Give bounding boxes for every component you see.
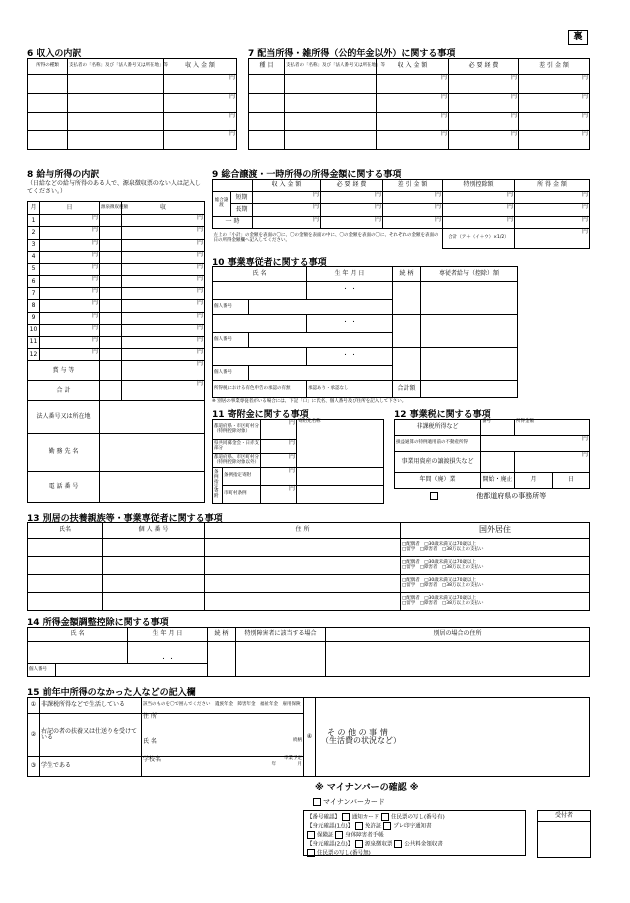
s8-yen[interactable]: 円 xyxy=(122,349,205,361)
s7-payer-cell[interactable] xyxy=(285,112,377,131)
mynumber-insurance: 保険証 xyxy=(317,832,334,839)
s7-yen[interactable]: 円 xyxy=(377,93,449,112)
s11-yen[interactable]: 円 xyxy=(261,440,297,454)
s9-short-label: 短期 xyxy=(231,192,253,204)
s13-ind-cell[interactable] xyxy=(103,593,205,611)
s7-kind-cell[interactable] xyxy=(249,93,285,112)
s10-rel-cell[interactable] xyxy=(393,347,421,380)
s8-tax-cell[interactable] xyxy=(100,349,122,361)
s8-yen[interactable]: 円 xyxy=(40,288,100,300)
mynumber-resident: 住民票の写し(番号有) xyxy=(391,814,445,821)
s14-rel-cell[interactable] xyxy=(208,642,236,677)
s9-ichiji-label: 一 時 xyxy=(213,216,253,228)
s12-r3: 事業用資産の譲渡損失など xyxy=(395,452,481,472)
s13-ind-cell[interactable] xyxy=(103,557,205,575)
s7-kind-cell[interactable] xyxy=(249,75,285,94)
s12-other-label: 他都道府県の事務所等 xyxy=(476,492,547,500)
s10-foot: ※ 別居の事業専従者がいる場合には、下記「口」に氏名、個人番号及び住所を記入して下さい。 xyxy=(212,399,407,404)
s9-h-diff: 差 引 金 額 xyxy=(383,180,443,192)
s12-table xyxy=(394,419,590,489)
passport-checkbox[interactable] xyxy=(383,822,391,830)
s9-h-expense: 必 要 経 費 xyxy=(321,180,383,192)
s13-addr-cell[interactable] xyxy=(205,539,401,557)
s9-yen[interactable]: 円 xyxy=(383,216,443,228)
s6-title: 6 収入の内訳 xyxy=(27,49,82,59)
s12-day[interactable]: 日 xyxy=(553,472,590,488)
s15-r4n: ④ xyxy=(304,698,316,777)
s9-h-result: 所 得 金 額 xyxy=(515,180,590,192)
s8-title: 8 給与所得の内訳 xyxy=(27,170,100,180)
s8-tax-cell[interactable] xyxy=(100,300,122,312)
s7-yen[interactable]: 円 xyxy=(519,75,590,94)
s7-kind-cell[interactable] xyxy=(249,131,285,150)
s11-yen[interactable]: 円 xyxy=(261,468,297,486)
s8-month-label: 11 xyxy=(28,336,40,348)
s10-ind-label: 個人番号 xyxy=(213,333,249,348)
pension-checkbox[interactable] xyxy=(394,840,402,848)
s13-abroad-cell[interactable] xyxy=(401,539,590,557)
s15-table xyxy=(27,697,590,777)
s6-h-income: 収 入 金 額 xyxy=(164,59,237,75)
s8-tax-cell[interactable] xyxy=(100,288,122,300)
s9-table xyxy=(212,179,590,249)
s15-grad: 卒業予定 xyxy=(284,755,302,761)
page-mark: 裏 xyxy=(568,30,588,45)
s14-h-dis: 特別障害者に該当する場合 xyxy=(236,628,326,642)
s7-yen[interactable]: 円 xyxy=(449,93,519,112)
s14-h-addr: 別居の場合の住所 xyxy=(326,628,590,642)
s10-rel-cell[interactable] xyxy=(393,314,421,347)
s8-tel-cell[interactable] xyxy=(100,471,205,502)
s9-yen[interactable]: 円 xyxy=(443,192,515,204)
s9-yen[interactable]: 円 xyxy=(321,204,383,216)
s11-donee[interactable]: 寄附先名称 xyxy=(297,420,384,468)
s8-work-cell[interactable] xyxy=(100,434,205,472)
s6-payer-cell[interactable] xyxy=(68,131,164,150)
s14-h-rel: 続 柄 xyxy=(208,628,236,642)
s7-yen[interactable]: 円 xyxy=(449,131,519,150)
s12-yen[interactable]: 円 xyxy=(515,452,590,472)
s8-yen[interactable]: 円 xyxy=(122,361,205,381)
s8-h-month: 月 xyxy=(28,202,40,215)
s6-yen[interactable]: 円 xyxy=(164,112,237,131)
s8-month-label: 5 xyxy=(28,263,40,275)
s7-h-payer: 支払者の「名称」及び「法人番号又は所在地」等 xyxy=(285,59,377,75)
s15-month: 月 xyxy=(297,762,302,768)
s11-r4: 条例指定寄附 xyxy=(223,468,261,486)
s14-name-cell[interactable] xyxy=(28,642,128,664)
mynumber-withholding: 源泉徴収票 xyxy=(365,841,393,848)
s9-sougou-label: 総合譲渡 xyxy=(213,192,231,216)
s7-yen[interactable]: 円 xyxy=(519,93,590,112)
mynumber-card-label: マイナンバーカード xyxy=(323,798,385,806)
s8-corp-label: 法人番号又は所在地 xyxy=(28,401,100,434)
s6-kind-cell[interactable] xyxy=(28,131,68,150)
s14-birth-cell[interactable]: ・ ・ xyxy=(128,642,208,664)
s8-tel-label: 電 話 番 号 xyxy=(28,471,100,502)
s6-kind-cell[interactable] xyxy=(28,75,68,94)
s8-yen[interactable]: 円 xyxy=(40,276,100,288)
s8-yen[interactable]: 円 xyxy=(40,312,100,324)
s8-work-label: 勤 務 先 名 xyxy=(28,434,100,472)
s13-h-abroad: 国外居住 xyxy=(401,523,590,539)
s12-r2: 損益通算の特例適用前の不動産所得 xyxy=(395,436,481,452)
s10-birth-cell[interactable]: ・ ・ xyxy=(307,281,393,299)
s15-r1n: ① xyxy=(28,698,40,714)
s11-r5: 市町村条例 xyxy=(223,486,261,504)
s8-yen[interactable]: 円 xyxy=(122,312,205,324)
s10-ind-cell[interactable] xyxy=(249,366,393,381)
s13-title: 13 別居の扶養親族等・事業専従者に関する事項 xyxy=(27,514,223,524)
s15-r1opt[interactable]: 該当のものを〇で囲んでください 遺族年金 障害年金 福祉年金 雇用保険 xyxy=(142,698,304,714)
s15-r2n: ② xyxy=(28,714,40,757)
mynumber-disabled: 身体障害者手帳 xyxy=(345,832,384,839)
s6-payer-cell[interactable] xyxy=(68,75,164,94)
s10-ind-label: 個人番号 xyxy=(213,300,249,315)
license-checkbox[interactable] xyxy=(355,822,363,830)
s9-yen[interactable]: 円 xyxy=(321,192,383,204)
mynumber-num: 【番号確認】 xyxy=(307,814,341,821)
mynumber-id1: 【身元確認(1点)】 xyxy=(307,823,354,830)
s6-h-kind: 所得の種類 xyxy=(28,59,68,75)
s9-yen[interactable]: 円 xyxy=(253,216,321,228)
s12-yen[interactable]: 円 xyxy=(481,436,590,452)
s13-h-addr: 住 所 xyxy=(205,523,401,539)
s8-month-label: 10 xyxy=(28,324,40,336)
s7-yen[interactable]: 円 xyxy=(519,131,590,150)
s8-yen[interactable]: 円 xyxy=(40,336,100,348)
s6-payer-cell[interactable] xyxy=(68,93,164,112)
mynumber-passport: プレ印字通知書 xyxy=(393,823,432,830)
insurance-checkbox[interactable] xyxy=(307,831,315,839)
s8-h-day: 日 xyxy=(40,202,100,215)
mynumber-box xyxy=(303,810,526,856)
s6-h-payer: 支払者の「名称」及び「法人番号又は所在地」等 xyxy=(68,59,164,75)
s8-month-label: 8 xyxy=(28,300,40,312)
s12-other-row[interactable] xyxy=(430,491,546,501)
s13-abroad-cell[interactable] xyxy=(401,593,590,611)
s13-abroad-cell[interactable] xyxy=(401,575,590,593)
s8-month-label: 9 xyxy=(28,312,40,324)
s8-yen[interactable]: 円 xyxy=(122,239,205,251)
s11-donee-cell[interactable] xyxy=(297,486,384,504)
s9-sum-label: 合計（ア＋（イ＋ウ）×1/2） xyxy=(443,228,515,248)
s9-yen[interactable]: 円 xyxy=(383,192,443,204)
s10-ind-cell[interactable] xyxy=(249,300,393,315)
s15-r4: そ の 他 の 事 情 xyxy=(327,727,388,737)
s8-yen[interactable]: 円 xyxy=(122,324,205,336)
mynumber-resident2: 住民票の写し(番号無) xyxy=(317,850,371,857)
s8-month-label: 2 xyxy=(28,227,40,239)
s8-yen[interactable]: 円 xyxy=(40,263,100,275)
s15-title: 15 前年中所得のなかった人などの記入欄 xyxy=(27,688,196,698)
s13-opt2[interactable]: □留学 □障害者 □38万以上の支払い xyxy=(402,582,484,588)
s9-h-special: 特別控除額 xyxy=(443,180,515,192)
s7-h-net: 差 引 金 額 xyxy=(519,59,590,75)
s10-pay-cell[interactable] xyxy=(421,314,518,347)
s6-table xyxy=(27,58,237,150)
s9-yen[interactable]: 円 xyxy=(515,192,590,204)
s8-yen[interactable]: 円 xyxy=(122,336,205,348)
s14-ind-label: 個人番号 xyxy=(28,664,56,677)
s8-month-label: 6 xyxy=(28,276,40,288)
s8-yen[interactable]: 円 xyxy=(122,288,205,300)
s8-tax-cell[interactable] xyxy=(100,312,122,324)
s15-r4-cell[interactable] xyxy=(316,698,590,777)
s10-rel-cell[interactable] xyxy=(393,281,421,314)
s13-opt2[interactable]: □留学 □障害者 □38万以上の支払い xyxy=(402,546,484,552)
s11-r2: 県共同募金会・日赤支部分 xyxy=(213,440,261,454)
s15-r3n: ③ xyxy=(28,756,40,776)
s10-table xyxy=(212,266,518,398)
s15-rel: 続柄 xyxy=(293,737,302,743)
s13-addr-cell[interactable] xyxy=(205,575,401,593)
s8-total-tax[interactable] xyxy=(100,381,122,401)
s8-yen[interactable]: 円 xyxy=(122,215,205,227)
s10-name-cell[interactable] xyxy=(213,314,307,332)
s10-name-cell[interactable] xyxy=(213,347,307,365)
s7-yen[interactable]: 円 xyxy=(377,75,449,94)
s9-yen[interactable]: 円 xyxy=(253,192,321,204)
s6-yen[interactable]: 円 xyxy=(164,75,237,94)
mynumber-card-checkbox[interactable] xyxy=(313,798,321,806)
s13-opt1[interactable]: □配偶者 □30歳未満又は70歳以上 xyxy=(402,559,476,565)
mynumber-id2: 【身元確認(2点)】 xyxy=(307,841,354,848)
s10-title: 10 事業専従者に関する事項 xyxy=(212,258,327,268)
s10-ind-label: 個人番号 xyxy=(213,366,249,381)
s7-yen[interactable]: 円 xyxy=(377,131,449,150)
s13-abroad-cell[interactable] xyxy=(401,557,590,575)
receiver-box xyxy=(537,810,591,858)
s12-title: 12 事業税に関する事項 xyxy=(394,410,491,420)
s8-tax-cell[interactable] xyxy=(100,336,122,348)
s15-r3: 学生である xyxy=(40,756,142,776)
s8-month-label: 12 xyxy=(28,349,40,361)
s13-opt1[interactable]: □配偶者 □30歳未満又は70歳以上 xyxy=(402,577,476,583)
mynumber-license: 免許証 xyxy=(365,823,382,830)
s11-yen[interactable]: 円 xyxy=(261,486,297,504)
s12-r4: 年間（廃）業 xyxy=(395,472,481,488)
disabled-checkbox[interactable] xyxy=(335,831,343,839)
s7-title: 7 配当所得・雑所得（公的年金以外）に関する事項 xyxy=(248,49,456,59)
s13-name-cell[interactable] xyxy=(28,575,103,593)
s8-yen[interactable]: 円 xyxy=(40,324,100,336)
s14-table xyxy=(27,627,590,677)
s12-code[interactable]: 番号 xyxy=(481,420,515,436)
s7-table xyxy=(248,58,590,150)
s9-yen[interactable]: 円 xyxy=(443,204,515,216)
s14-h-birth: 生 年 月 日 xyxy=(128,628,208,642)
s11-donee-cell[interactable] xyxy=(297,468,384,486)
s8-corp-cell[interactable] xyxy=(100,401,205,434)
s13-ind-cell[interactable] xyxy=(103,575,205,593)
s8-tax-cell[interactable] xyxy=(100,239,122,251)
s8-yen[interactable]: 円 xyxy=(122,251,205,263)
s12-name[interactable]: 所得金額 xyxy=(515,420,590,436)
s15-r3-cell[interactable] xyxy=(142,756,304,776)
resident2-checkbox[interactable] xyxy=(307,849,315,857)
s9-title: 9 総合譲渡・一時所得の所得金額に関する事項 xyxy=(212,170,402,180)
s9-yen[interactable]: 円 xyxy=(515,204,590,216)
mynumber-notice: 通知カード xyxy=(351,814,380,821)
s6-kind-cell[interactable] xyxy=(28,112,68,131)
s12-start[interactable]: 開始・廃止 xyxy=(481,472,515,488)
s11-yen[interactable]: 円 xyxy=(261,420,297,440)
s7-yen[interactable]: 円 xyxy=(377,112,449,131)
s6-yen[interactable]: 円 xyxy=(164,93,237,112)
s10-h-pay: 専従者給与（控除）額 xyxy=(421,267,518,282)
s13-ind-cell[interactable] xyxy=(103,539,205,557)
s8-yen[interactable]: 円 xyxy=(40,215,100,227)
s7-yen[interactable]: 円 xyxy=(449,112,519,131)
s10-h-birth: 生 年 月 日 xyxy=(307,267,393,282)
s10-ari[interactable]: 承認あり xyxy=(308,385,327,391)
s12-month[interactable]: 月 xyxy=(515,472,553,488)
s13-h-name: 氏名 xyxy=(28,523,103,539)
mynumber-card-row[interactable] xyxy=(313,797,385,807)
s14-h-name: 氏 名 xyxy=(28,628,128,642)
s7-payer-cell[interactable] xyxy=(285,131,377,150)
s6-yen[interactable]: 円 xyxy=(164,131,237,150)
s14-title: 14 所得金額調整控除に関する事項 xyxy=(27,618,169,628)
s8-month-label: 1 xyxy=(28,215,40,227)
s15-addr: 住 所 xyxy=(143,713,157,721)
s11-title: 11 寄附金に関する事項 xyxy=(212,410,309,420)
s8-tax-cell[interactable] xyxy=(100,251,122,263)
s10-birth-cell[interactable]: ・ ・ xyxy=(307,347,393,365)
s13-h-ind: 個 人 番 号 xyxy=(103,523,205,539)
s8-yen[interactable]: 円 xyxy=(40,349,100,361)
s13-name-cell[interactable] xyxy=(28,557,103,575)
s11-r3: 都道府県、市区町村分（特例控除対象以外） xyxy=(213,454,261,468)
s10-h-rel: 続 柄 xyxy=(393,267,421,282)
mynumber-title: ※ マイナンバーの確認 ※ xyxy=(315,783,419,793)
s8-bonus-tax[interactable] xyxy=(100,361,122,381)
withholding-checkbox[interactable] xyxy=(355,840,363,848)
s8-yen[interactable]: 円 xyxy=(40,300,100,312)
s8-tax-cell[interactable] xyxy=(100,263,122,275)
s8-month-label: 4 xyxy=(28,251,40,263)
s10-birth-cell[interactable]: ・ ・ xyxy=(307,314,393,332)
s14-dis-cell[interactable] xyxy=(236,642,326,677)
s8-yen[interactable]: 円 xyxy=(40,227,100,239)
notice-checkbox[interactable] xyxy=(342,813,350,821)
s10-total-label: 合計額 xyxy=(393,380,421,397)
s7-payer-cell[interactable] xyxy=(285,93,377,112)
s13-opt1[interactable]: □配偶者 □30歳未満又は70歳以上 xyxy=(402,595,476,601)
s9-h-income: 収 入 金 額 xyxy=(253,180,321,192)
resident-checkbox[interactable] xyxy=(381,813,389,821)
s11-yen[interactable]: 円 xyxy=(261,454,297,468)
s13-addr-cell[interactable] xyxy=(205,593,401,611)
s8-yen[interactable]: 円 xyxy=(40,239,100,251)
s10-pay-cell[interactable] xyxy=(421,281,518,314)
s9-yen[interactable]: 円 xyxy=(383,204,443,216)
s8-yen[interactable]: 円 xyxy=(122,263,205,275)
s9-yen[interactable]: 円 xyxy=(515,216,590,228)
s8-month-label: 3 xyxy=(28,239,40,251)
s8-yen[interactable]: 円 xyxy=(40,251,100,263)
s6-payer-cell[interactable] xyxy=(68,112,164,131)
s10-name-cell[interactable] xyxy=(213,281,307,299)
s10-h-name: 氏 名 xyxy=(213,267,307,282)
s13-name-cell[interactable] xyxy=(28,539,103,557)
s7-yen[interactable]: 円 xyxy=(519,112,590,131)
s13-opt1[interactable]: □配偶者 □30歳未満又は70歳以上 xyxy=(402,541,476,547)
s14-ind-cell[interactable] xyxy=(56,664,208,677)
s7-payer-cell[interactable] xyxy=(285,75,377,94)
s15-name: 氏 名 xyxy=(143,737,157,745)
s9-yen[interactable]: 円 xyxy=(515,228,590,248)
s11-side: 条例指定寄附 xyxy=(213,468,223,504)
s7-h-income: 収 入 金 額 xyxy=(377,59,449,75)
s7-kind-cell[interactable] xyxy=(249,112,285,131)
s10-pay-cell[interactable] xyxy=(421,347,518,380)
s12-r3-cell[interactable] xyxy=(481,452,515,472)
s10-approval[interactable]: 承認あり・承認なし xyxy=(307,380,393,397)
s12-other-checkbox[interactable] xyxy=(430,492,438,500)
s7-h-kind: 種 目 xyxy=(249,59,285,75)
s15-r2: 右記の者の扶養又は仕送りを受けている xyxy=(40,714,142,757)
s8-month-label: 7 xyxy=(28,288,40,300)
s15-r2-cell[interactable] xyxy=(142,714,304,757)
s15-year: 年 xyxy=(271,762,277,768)
s8-tax-cell[interactable] xyxy=(100,215,122,227)
s13-addr-cell[interactable] xyxy=(205,557,401,575)
s11-table xyxy=(212,419,384,504)
s8-tax-cell[interactable] xyxy=(100,227,122,239)
s10-nashi[interactable]: 承認なし xyxy=(330,385,349,391)
s15-r1: 非課税所得などで生活している xyxy=(40,698,142,714)
s8-tax-cell[interactable] xyxy=(100,324,122,336)
mynumber-pension: 公共料金領収書 xyxy=(404,841,443,848)
s8-yen[interactable]: 円 xyxy=(122,300,205,312)
s14-addr-cell[interactable] xyxy=(326,642,590,677)
s8-bonus-label: 賞 与 等 xyxy=(28,361,100,381)
s15-school: 学校名 xyxy=(143,755,162,763)
s9-yen[interactable]: 円 xyxy=(253,204,321,216)
s8-total-label: 合 計 xyxy=(28,381,100,401)
s13-opt2[interactable]: □留学 □障害者 □38万以上の支払い xyxy=(402,564,484,570)
s8-yen[interactable]: 円 xyxy=(122,276,205,288)
s10-taxnote: 所得税における有色申告の承認の有無 xyxy=(213,380,307,397)
s9-note: 左上の「小計」の金額を表面の〇に、〇の金額を表面の中に、〇の金額を表面の〇に、それぞれの金額を表面の日の所得金額欄へ記入してください。 xyxy=(213,228,443,248)
s13-opt2[interactable]: □留学 □障害者 □38万以上の支払い xyxy=(402,600,484,606)
s8-yen[interactable]: 円 xyxy=(122,381,205,401)
s9-yen[interactable]: 円 xyxy=(443,216,515,228)
s7-yen[interactable]: 円 xyxy=(449,75,519,94)
s7-h-expense: 必 要 経 費 xyxy=(449,59,519,75)
s8-note: （日給などの給与所得のある人で、源泉徴収票のない人は記入してください。） xyxy=(27,180,201,195)
s8-tax-cell[interactable] xyxy=(100,276,122,288)
s15-r4b: （生活費の状況など） xyxy=(321,736,401,745)
s8-table xyxy=(27,201,205,503)
s9-yen[interactable]: 円 xyxy=(321,216,383,228)
receiver-label: 受付者 xyxy=(538,811,590,822)
s13-name-cell[interactable] xyxy=(28,593,103,611)
s8-h-tax: 源泉徴収税額 xyxy=(100,202,122,215)
s8-h-receive: 収 xyxy=(122,202,205,215)
s6-kind-cell[interactable] xyxy=(28,93,68,112)
s8-yen[interactable]: 円 xyxy=(122,227,205,239)
s13-table xyxy=(27,522,590,611)
s11-r1: 都道府県・市区町村分（特例控除対象） xyxy=(213,420,261,440)
s10-ind-cell[interactable] xyxy=(249,333,393,348)
s12-r1: 非課税所得など xyxy=(395,420,481,436)
s9-long-label: 長期 xyxy=(231,204,253,216)
s10-total-cell[interactable] xyxy=(421,380,518,397)
